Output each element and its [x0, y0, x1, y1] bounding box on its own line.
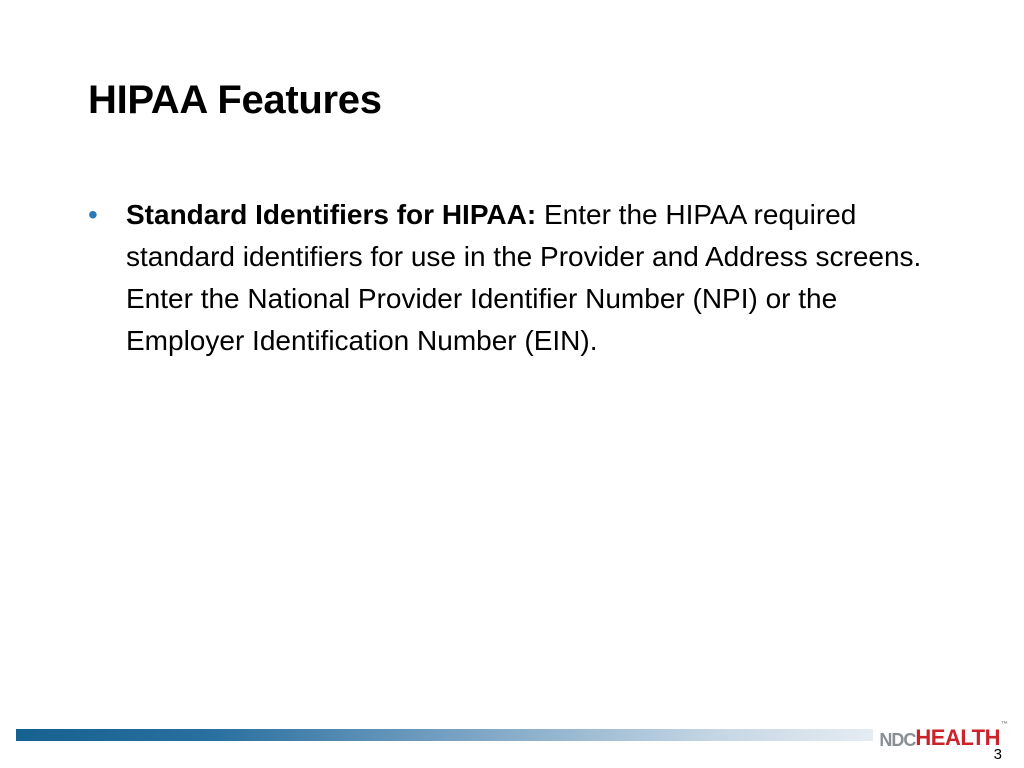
ndc-health-logo: [873, 719, 1008, 749]
page-number: 3: [993, 746, 1002, 763]
bullet-item: [88, 194, 948, 362]
footer-gradient-bar: [16, 729, 1016, 741]
slide-title: HIPAA Features: [88, 78, 382, 122]
bullet-marker: •: [88, 199, 98, 230]
bullet-list: [88, 194, 948, 362]
logo-health-text: HEALTH: [915, 725, 1000, 750]
logo-ndc-text: NDC: [879, 730, 916, 750]
logo-trademark: ™: [1001, 721, 1008, 728]
bullet-bold-lead: Standard Identifiers for HIPAA:: [126, 199, 537, 230]
bullet-text: Enter the HIPAA required standard identifiers for use in the Provider and Address screens. Enter the National Provider Identifier Number (NPI) or the Employer Identification Number (EIN).: [126, 199, 922, 356]
